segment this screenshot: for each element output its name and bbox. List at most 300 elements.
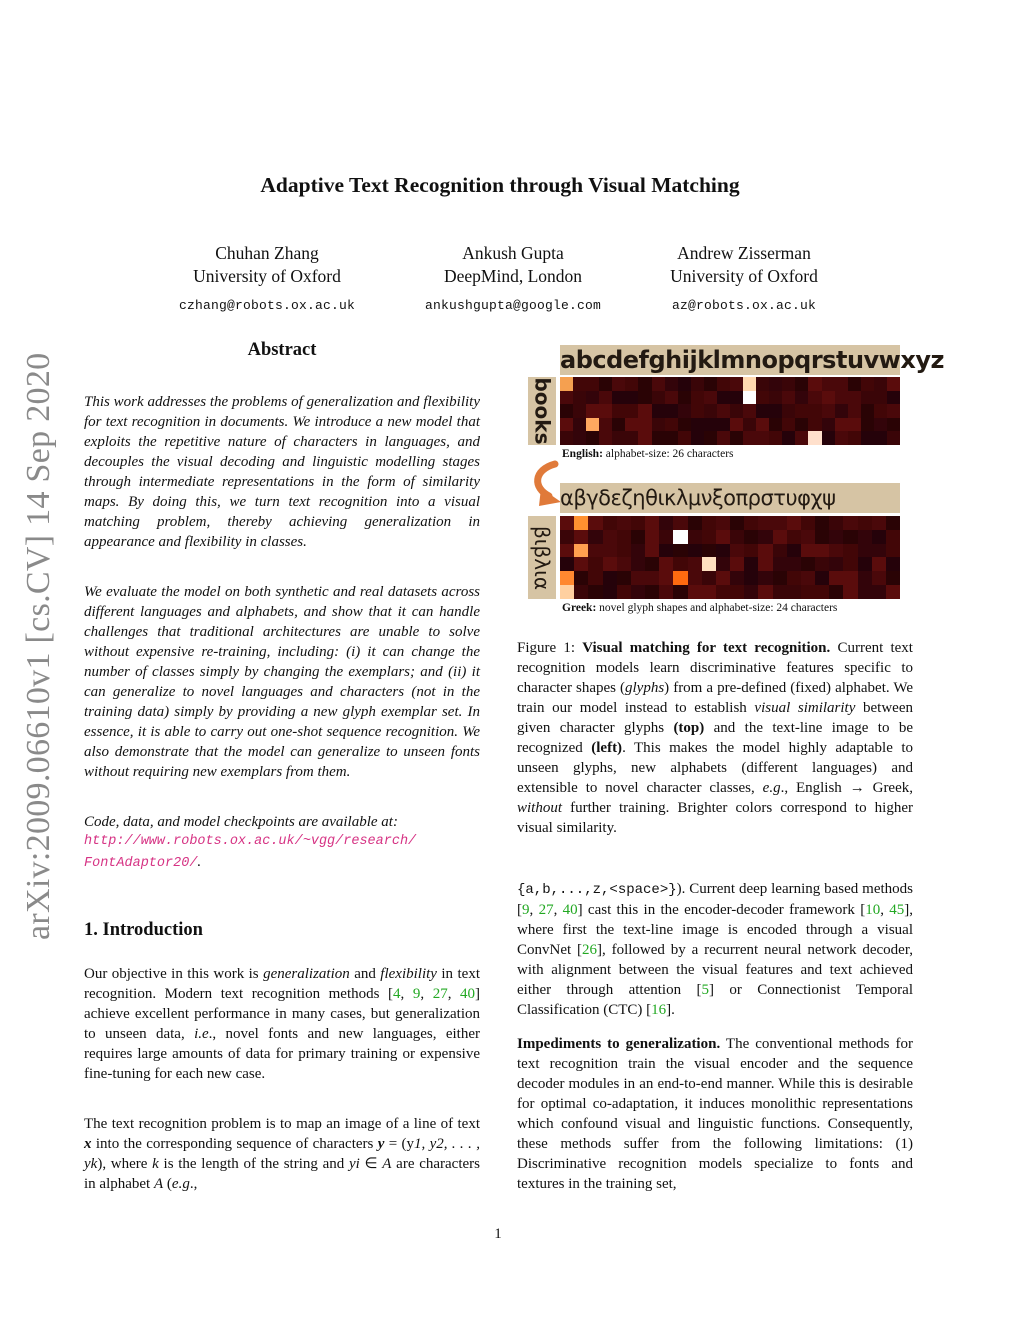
similarity-cell <box>617 557 631 571</box>
text: further training. Brighter colors correspond to higher visual similarity. <box>517 800 913 836</box>
similarity-cell <box>704 404 717 418</box>
citation-link[interactable]: 4 <box>393 986 401 1002</box>
similarity-cell <box>829 516 843 530</box>
similarity-cell <box>704 377 717 391</box>
similarity-cell <box>773 516 787 530</box>
similarity-cell <box>560 431 573 445</box>
similarity-cell <box>858 557 872 571</box>
similarity-cell <box>612 391 625 405</box>
greek-figure-label <box>562 602 837 614</box>
similarity-cell <box>808 431 821 445</box>
similarity-cell <box>625 431 638 445</box>
similarity-cell <box>887 391 900 405</box>
similarity-cell <box>631 530 645 544</box>
similarity-cell <box>861 418 874 432</box>
similarity-cell <box>887 404 900 418</box>
similarity-cell <box>758 530 772 544</box>
similarity-cell <box>730 431 743 445</box>
similarity-cell <box>822 377 835 391</box>
text: ] achieve excellent performance in many cases, but generalization to unseen data, <box>84 986 481 1042</box>
english-line-image <box>528 377 556 445</box>
similarity-cell <box>848 418 861 432</box>
similarity-cell <box>717 418 730 432</box>
emphasis: without <box>517 800 563 816</box>
emphasis: e.g <box>171 1176 190 1192</box>
similarity-cell <box>599 404 612 418</box>
similarity-cell <box>756 418 769 432</box>
similarity-cell <box>665 391 678 405</box>
similarity-cell <box>874 377 887 391</box>
similarity-cell <box>744 516 758 530</box>
similarity-cell <box>872 544 886 558</box>
similarity-cell <box>617 585 631 599</box>
right-paragraph-2 <box>517 1034 913 1194</box>
label-text: novel glyph shapes and alphabet-size: 24 characters <box>596 602 838 614</box>
project-url-line-2[interactable]: FontAdaptor20/ <box>84 856 198 871</box>
citation-link[interactable]: 9 <box>522 902 530 918</box>
abstract-paragraph-2: We evaluate the model on both synthetic and real datasets across different languages and alphabets, and show that it can handle challenges that traditional architectures are unable to solve without expensive re-training, including: (i) it can change the number of classes simply by changing the exemplars; and (ii) it can generalize to novel languages and characters (not in the training data) simply by providing a new glyph exemplar set. In essence, it is able to carry out one-shot sequence recognition. We also demonstrate that the model can generalize to unseen fonts without requiring new exemplars from them. <box>84 584 480 780</box>
text: ] or Connectionist Temporal Classification (CTC) [ <box>517 982 913 1018</box>
similarity-cell <box>730 544 744 558</box>
similarity-cell <box>560 516 574 530</box>
similarity-cell <box>573 404 586 418</box>
similarity-cell <box>573 377 586 391</box>
similarity-cell <box>848 431 861 445</box>
similarity-cell <box>795 377 808 391</box>
similarity-cell <box>795 404 808 418</box>
greek-glyph-strip <box>560 483 900 513</box>
math-yi: yi <box>348 1156 360 1172</box>
similarity-cell <box>730 418 743 432</box>
text: The text recognition problem is to map an image of a line of text <box>84 1116 480 1132</box>
similarity-cell <box>848 377 861 391</box>
similarity-cell <box>638 418 651 432</box>
similarity-cell <box>691 377 704 391</box>
text: ) from a pre-defined (fixed) alphabet. We train our model instead to establish <box>517 680 913 716</box>
similarity-cell <box>758 557 772 571</box>
similarity-cell <box>743 404 756 418</box>
similarity-cell <box>886 530 900 544</box>
similarity-cell <box>874 418 887 432</box>
similarity-cell <box>744 585 758 599</box>
similarity-cell <box>673 530 687 544</box>
similarity-cell <box>588 557 602 571</box>
similarity-cell <box>688 544 702 558</box>
similarity-cell <box>665 431 678 445</box>
similarity-cell <box>625 418 638 432</box>
similarity-cell <box>659 516 673 530</box>
similarity-cell <box>560 557 574 571</box>
similarity-cell <box>874 391 887 405</box>
similarity-cell <box>573 431 586 445</box>
similarity-cell <box>887 377 900 391</box>
text: ., English → Greek, <box>780 780 914 796</box>
similarity-cell <box>872 530 886 544</box>
similarity-cell <box>829 571 843 585</box>
english-glyph-strip <box>560 345 944 375</box>
similarity-cell <box>617 544 631 558</box>
similarity-cell <box>631 585 645 599</box>
similarity-cell <box>603 544 617 558</box>
similarity-cell <box>560 571 574 585</box>
similarity-cell <box>829 544 843 558</box>
similarity-cell <box>782 404 795 418</box>
text: ], followed by a recurrent neural network decoder, with alignment between the visual features and text achieved either through attention [ <box>517 942 913 998</box>
similarity-cell <box>829 557 843 571</box>
similarity-cell <box>704 418 717 432</box>
similarity-cell <box>665 404 678 418</box>
similarity-cell <box>743 391 756 405</box>
similarity-cell <box>887 418 900 432</box>
similarity-cell <box>673 571 687 585</box>
similarity-cell <box>730 516 744 530</box>
similarity-cell <box>678 391 691 405</box>
similarity-cell <box>743 377 756 391</box>
similarity-cell <box>631 557 645 571</box>
similarity-cell <box>574 516 588 530</box>
math: ∈ <box>359 1156 383 1172</box>
similarity-cell <box>843 516 857 530</box>
author-2 <box>393 242 633 317</box>
similarity-cell <box>638 431 651 445</box>
similarity-cell <box>730 530 744 544</box>
similarity-cell <box>843 585 857 599</box>
author-affiliation: University of Oxford <box>670 266 818 286</box>
caption-bold: (top) <box>673 720 705 736</box>
similarity-cell <box>848 391 861 405</box>
similarity-cell <box>612 418 625 432</box>
similarity-cell <box>560 530 574 544</box>
citation-link[interactable]: 16 <box>651 1002 667 1018</box>
similarity-cell <box>730 377 743 391</box>
similarity-cell <box>659 557 673 571</box>
similarity-cell <box>599 391 612 405</box>
text: ). Current deep learning based methods [ <box>517 881 913 918</box>
similarity-cell <box>652 431 665 445</box>
similarity-cell <box>645 544 659 558</box>
similarity-cell <box>702 585 716 599</box>
similarity-cell <box>743 431 756 445</box>
similarity-cell <box>743 418 756 432</box>
similarity-cell <box>815 516 829 530</box>
similarity-cell <box>758 544 772 558</box>
similarity-cell <box>702 571 716 585</box>
similarity-cell <box>659 544 673 558</box>
similarity-cell <box>560 544 574 558</box>
citation-link[interactable]: 9 <box>412 986 421 1002</box>
similarity-cell <box>801 530 815 544</box>
similarity-cell <box>702 557 716 571</box>
similarity-cell <box>603 530 617 544</box>
similarity-cell <box>673 557 687 571</box>
math: = (y <box>384 1136 415 1152</box>
abstract-heading: Abstract <box>247 340 317 360</box>
similarity-cell <box>702 516 716 530</box>
similarity-cell <box>782 391 795 405</box>
similarity-cell <box>691 391 704 405</box>
figure-greek <box>528 483 900 599</box>
similarity-cell <box>835 431 848 445</box>
author-3 <box>624 242 864 317</box>
page-number: 1 <box>494 1226 502 1242</box>
similarity-cell <box>645 530 659 544</box>
similarity-cell <box>886 544 900 558</box>
similarity-cell <box>638 377 651 391</box>
label-bold: English: <box>562 448 603 460</box>
similarity-cell <box>588 571 602 585</box>
math-k: k <box>152 1156 159 1172</box>
citation-link[interactable]: 27 <box>432 986 448 1002</box>
similarity-cell <box>702 544 716 558</box>
math: 1, y2, . . . , yk <box>84 1136 480 1172</box>
arxiv-stamp: arXiv:2009.06610v1 [cs.CV] 14 Sep 2020 <box>20 352 57 940</box>
text: ], where first the text-line image is encoded through a visual ConvNet [ <box>517 902 913 958</box>
emphasis: flexibility <box>380 966 437 982</box>
similarity-cell <box>858 516 872 530</box>
text: ., <box>189 1176 198 1192</box>
similarity-cell <box>835 377 848 391</box>
similarity-cell <box>691 418 704 432</box>
similarity-cell <box>645 516 659 530</box>
figure-english <box>528 345 944 445</box>
similarity-cell <box>815 557 829 571</box>
similarity-cell <box>574 585 588 599</box>
similarity-cell <box>688 516 702 530</box>
similarity-cell <box>835 404 848 418</box>
math-alphabet: A <box>382 1156 392 1172</box>
similarity-cell <box>886 557 900 571</box>
similarity-cell <box>716 557 730 571</box>
similarity-cell <box>730 391 743 405</box>
math-alphabet: A <box>153 1176 164 1192</box>
similarity-cell <box>691 404 704 418</box>
similarity-cell <box>588 585 602 599</box>
similarity-cell <box>787 571 801 585</box>
similarity-cell <box>843 557 857 571</box>
similarity-cell <box>574 544 588 558</box>
similarity-cell <box>808 377 821 391</box>
text: . This makes the model highly adaptable to unseen glyphs, new alphabets (different languages) and extensible to novel character classes, <box>517 740 913 796</box>
similarity-cell <box>673 544 687 558</box>
similarity-cell <box>744 544 758 558</box>
text: ., novel fonts and new languages, either requires large amounts of data for primary training or expensive fine-tuning for each new case. <box>84 1026 480 1082</box>
similarity-cell <box>704 431 717 445</box>
similarity-cell <box>673 516 687 530</box>
similarity-cell <box>560 404 573 418</box>
similarity-cell <box>756 391 769 405</box>
similarity-cell <box>782 431 795 445</box>
similarity-cell <box>588 530 602 544</box>
similarity-cell <box>573 418 586 432</box>
similarity-cell <box>858 544 872 558</box>
similarity-cell <box>717 377 730 391</box>
similarity-cell <box>612 404 625 418</box>
alphabet-set: {a,b,...,z,<space>} <box>517 882 677 898</box>
similarity-cell <box>773 557 787 571</box>
similarity-cell <box>858 585 872 599</box>
similarity-cell <box>782 377 795 391</box>
citation-link[interactable]: 40 <box>562 902 578 918</box>
similarity-cell <box>758 571 772 585</box>
author-email: czhang@robots.ox.ac.uk <box>178 298 356 313</box>
citation-link[interactable]: 26 <box>582 942 597 958</box>
paper-title: Adaptive Text Recognition through Visual Matching <box>260 173 740 197</box>
text: and the text-line image to be recognized <box>517 720 913 756</box>
similarity-cell <box>773 544 787 558</box>
greek-alphabet-text: αβγδεζηθικλμνξοπρστυφχψ <box>560 486 836 510</box>
similarity-cell <box>872 516 886 530</box>
similarity-cell <box>678 377 691 391</box>
similarity-cell <box>612 377 625 391</box>
similarity-cell <box>665 418 678 432</box>
similarity-cell <box>773 585 787 599</box>
citation-link[interactable]: 10 <box>865 902 881 918</box>
similarity-cell <box>659 530 673 544</box>
similarity-cell <box>560 585 574 599</box>
similarity-cell <box>574 530 588 544</box>
similarity-cell <box>787 585 801 599</box>
similarity-cell <box>829 585 843 599</box>
similarity-cell <box>886 516 900 530</box>
similarity-cell <box>599 431 612 445</box>
similarity-cell <box>886 585 900 599</box>
paragraph-heading: Impediments to generalization. <box>517 1036 721 1052</box>
similarity-cell <box>574 557 588 571</box>
similarity-cell <box>730 557 744 571</box>
similarity-cell <box>716 571 730 585</box>
introduction-heading: 1. Introduction <box>84 920 203 940</box>
similarity-cell <box>631 544 645 558</box>
similarity-cell <box>872 585 886 599</box>
similarity-cell <box>829 530 843 544</box>
similarity-cell <box>801 516 815 530</box>
similarity-cell <box>744 530 758 544</box>
similarity-cell <box>835 418 848 432</box>
similarity-cell <box>801 585 815 599</box>
similarity-cell <box>730 404 743 418</box>
similarity-cell <box>638 404 651 418</box>
similarity-cell <box>652 377 665 391</box>
similarity-cell <box>716 544 730 558</box>
similarity-cell <box>843 571 857 585</box>
emphasis: i.e <box>194 1026 209 1042</box>
similarity-cell <box>808 404 821 418</box>
similarity-cell <box>787 530 801 544</box>
similarity-cell <box>716 585 730 599</box>
text: into the corresponding sequence of characters <box>91 1136 378 1152</box>
similarity-cell <box>808 391 821 405</box>
similarity-cell <box>678 431 691 445</box>
similarity-cell <box>758 585 772 599</box>
similarity-cell <box>625 391 638 405</box>
similarity-cell <box>603 557 617 571</box>
similarity-cell <box>887 431 900 445</box>
similarity-cell <box>801 557 815 571</box>
similarity-cell <box>822 418 835 432</box>
citation-link[interactable]: 45 <box>889 902 905 918</box>
intro-paragraph-1: Our objective in this work is generalization and flexibility in text recognition. Modern text recognition methods [4, 9, 27, 40] achieve excellent performance in many cases, but generalization to unseen data, i.e., novel fonts and new languages, either requires large amounts of data for primary training or expensive fine-tuning for each new case. <box>84 966 481 1082</box>
greek-line-image <box>528 516 556 599</box>
similarity-cell <box>861 377 874 391</box>
similarity-cell <box>801 571 815 585</box>
similarity-cell <box>758 516 772 530</box>
similarity-cell <box>704 391 717 405</box>
similarity-cell <box>574 571 588 585</box>
text: ] cast this in the encoder-decoder framework [ <box>577 902 866 918</box>
similarity-cell <box>861 391 874 405</box>
similarity-cell <box>843 530 857 544</box>
similarity-cell <box>645 585 659 599</box>
similarity-cell <box>688 585 702 599</box>
similarity-cell <box>858 571 872 585</box>
intro-paragraph-2 <box>84 1114 480 1194</box>
similarity-cell <box>822 404 835 418</box>
similarity-cell <box>617 530 631 544</box>
similarity-cell <box>769 377 782 391</box>
author-name: Ankush Gupta <box>462 243 564 263</box>
similarity-cell <box>716 516 730 530</box>
citation-link[interactable]: 40 <box>460 986 476 1002</box>
math-y: y <box>377 1136 385 1152</box>
similarity-cell <box>835 391 848 405</box>
similarity-cell <box>665 377 678 391</box>
similarity-cell <box>691 431 704 445</box>
similarity-cell <box>638 391 651 405</box>
similarity-cell <box>787 544 801 558</box>
similarity-cell <box>773 571 787 585</box>
similarity-cell <box>848 404 861 418</box>
caption-bold: (left) <box>591 740 623 756</box>
similarity-cell <box>815 544 829 558</box>
emphasis: glyphs <box>625 680 665 696</box>
abstract-paragraph-1: This work addresses the problems of generalization and flexibility for text recognition in documents. We introduce a new model that exploits the repetitive nature of characters in languages, and decouples the visual decoding and linguistic modelling stages through intermediate representations in the form of similarity maps. By doing this, we turn text recognition into a visual matching problem, thereby achieving generalization in appearance and flexibility in classes. <box>84 394 480 550</box>
similarity-cell <box>586 404 599 418</box>
caption-label: Figure 1: <box>517 640 583 656</box>
greek-word-text: βιβλια <box>530 525 554 590</box>
similarity-cell <box>858 530 872 544</box>
similarity-cell <box>560 418 573 432</box>
text: Current text recognition models learn discriminative features specific to character shapes ( <box>517 640 913 696</box>
similarity-cell <box>625 404 638 418</box>
similarity-cell <box>702 530 716 544</box>
similarity-cell <box>652 391 665 405</box>
similarity-cell <box>659 571 673 585</box>
similarity-cell <box>756 377 769 391</box>
similarity-cell <box>769 404 782 418</box>
emphasis: generalization <box>263 966 350 982</box>
similarity-cell <box>874 404 887 418</box>
code-availability-text: Code, data, and model checkpoints are available at: <box>84 814 398 830</box>
similarity-cell <box>659 585 673 599</box>
citation-link[interactable]: 27 <box>538 902 554 918</box>
url-period: . <box>197 854 202 870</box>
similarity-cell <box>730 585 744 599</box>
abstract-paragraph-3 <box>84 812 480 874</box>
similarity-cell <box>717 391 730 405</box>
citation-link[interactable]: 5 <box>701 982 709 998</box>
similarity-cell <box>586 431 599 445</box>
similarity-cell <box>573 391 586 405</box>
similarity-cell <box>769 431 782 445</box>
text: are characters in alphabet <box>84 1156 480 1192</box>
right-paragraph-1: {a,b,...,z,<space>}). Current deep learning based methods [9, 27, 40] cast this in the encoder-decoder framework [10, 45], where first the text-line image is encoded through a visual ConvNet [26], followed by a recurrent neural network decoder, with alignment between the visual features and text achieved either through attention [5] or Connectionist Temporal Classification (CTC) [16]. <box>517 881 913 1018</box>
similarity-cell <box>769 391 782 405</box>
text: in text recognition. Modern text recognition methods [ <box>84 966 480 1002</box>
similarity-cell <box>843 544 857 558</box>
project-url-line-1[interactable]: http://www.robots.ox.ac.uk/~vgg/research/ <box>84 834 417 849</box>
similarity-cell <box>603 585 617 599</box>
figure-caption <box>517 638 913 838</box>
